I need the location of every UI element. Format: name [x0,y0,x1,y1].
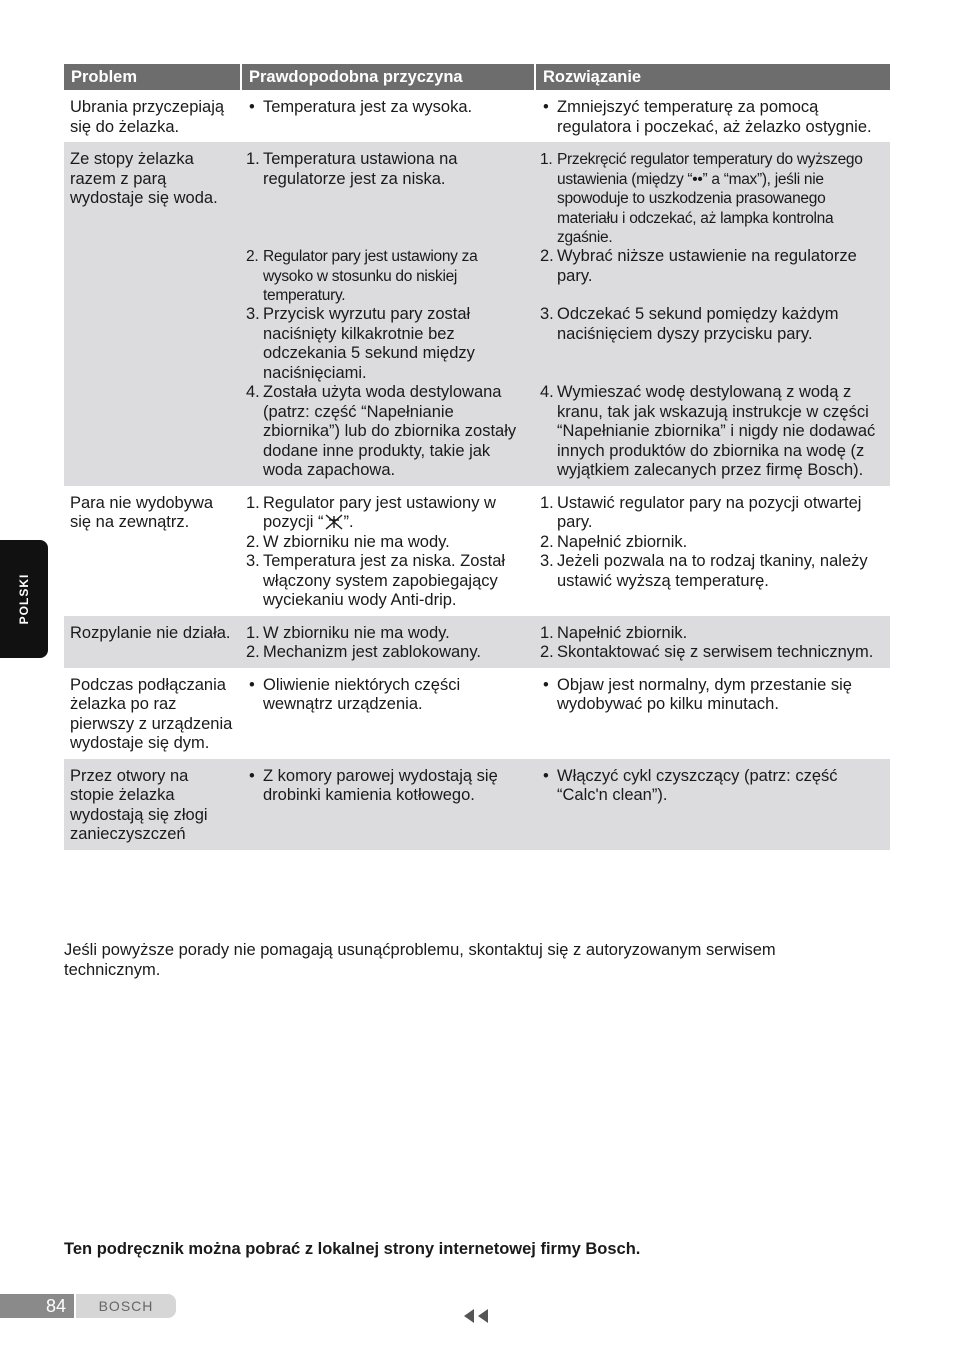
solution-item [540,624,886,644]
solution-item [540,247,886,305]
cause-item [246,383,530,481]
table-row [64,142,890,486]
item-number: 2. [540,247,554,265]
problem-cell: Rozpylanie nie działa. [64,616,240,668]
back-arrows-icon [462,1308,490,1324]
item-text: Wymieszać wodę destylowaną z wodą z kranu, tak jak wskazują instrukcje w części “Napełnianie zbiornika” i nigdy nie dodawać innych produktów do zbiornika na wodę (z wyjątkiem zalecanych przez firmę Bosch). [557,383,876,479]
item-number: 2. [246,643,260,661]
cause-cell [240,486,534,616]
item-text: Temperatura jest za niska. Został włączony system zapobiegający wyciekaniu wody Anti-drip. [263,552,506,609]
solution-cell [534,142,890,486]
cause-item [246,247,530,305]
item-text: Mechanizm jest zablokowany. [263,643,481,661]
solution-cell [534,668,890,759]
cause-item: • Z komory parowej wydostają się drobinki kamienia kotłowego. [246,767,530,806]
item-text: Napełnić zbiornik. [557,623,688,642]
language-tab [0,540,48,658]
language-tab-label: POLSKI [17,573,31,625]
solution-item [540,533,886,553]
item-text: ”. [343,513,354,531]
solution-item: • Włączyć cykl czyszczący (patrz: część “Calc'n clean”). [540,767,886,806]
problem-cell: Przez otwory na stopie żelazka wydostają się złogi zanieczyszczeń [64,759,240,850]
item-number: 2. [540,532,554,551]
cause-item [246,533,530,553]
solution-item [540,305,886,383]
cause-cell [240,668,534,759]
problem-cell: Ze stopy żelazka razem z parą wydostaje się woda. [64,142,240,486]
cause-item [246,552,530,611]
item-number: 1. [540,623,554,642]
solution-item [540,643,886,663]
item-number: 3. [246,552,260,570]
solution-item [540,383,886,481]
item-number: 1. [246,493,260,512]
cause-cell [240,90,534,142]
solution-cell [534,616,890,668]
item-text: Wybrać niższe ustawienie na regulatorze pary. [557,247,857,285]
table-row [64,616,890,668]
steam-off-icon [324,513,344,531]
cause-item [246,305,530,383]
table-row [64,759,890,850]
troubleshooting-table [64,64,890,850]
item-number: 3. [246,305,260,323]
item-number: 4. [246,383,260,401]
solution-item: • Objaw jest normalny, dym przestanie się wydobywać po kilku minutach. [540,676,886,715]
solution-cell [534,90,890,142]
item-number: 1. [540,493,554,512]
table-row [64,486,890,616]
cause-item [246,624,530,644]
item-text: Ustawić regulator pary na pozycji otwartej pary. [557,493,862,531]
item-number: 4. [540,383,554,401]
item-text: Odczekać 5 sekund pomiędzy każdym naciśnięciem dyszy przycisku pary. [557,305,839,343]
item-text: Skontaktować się z serwisem technicznym. [557,643,874,661]
solution-item [540,552,886,591]
item-text: W zbiorniku nie ma wody. [263,532,450,551]
header-cause: Prawdopodobna przyczyna [240,64,534,90]
solution-cell [534,759,890,850]
page-number: 84 [0,1294,74,1318]
table-row [64,90,890,142]
item-text: Regulator pary jest ustawiony w pozycji “ [263,493,496,531]
table-header-row [64,64,890,90]
item-number: 3. [540,552,554,570]
item-text: Została użyta woda destylowana (patrz: część “Napełnianie zbiornika”) lub do zbiornika zostały dodane inne produkty, takie jak woda zapachowa. [263,383,517,479]
header-solution: Rozwiązanie [534,64,890,90]
download-note: Ten podręcznik można pobrać z lokalnej strony internetowej firmy Bosch. [64,1240,641,1258]
brand-label: BOSCH [76,1294,176,1318]
solution-cell [534,486,890,616]
problem-cell: Podczas podłączania żelazka po raz pierwszy z urządzenia wydostaje się dym. [70,675,233,752]
service-note: Jeśli powyższe porady nie pomagają usunąćproblemu, skontaktuj się z autoryzowanym serwisem technicznym. [64,941,776,979]
solution-item: • Zmniejszyć temperaturę za pomocą regulatora i poczekać, aż żelazko ostygnie. [540,98,886,137]
cause-item: • Temperatura jest za wysoka. [246,98,530,118]
item-text: Regulator pary jest ustawiony za wysoko w stosunku do niskiej temperatury. [263,248,478,304]
item-text: Temperatura ustawiona na regulatorze jest za niska. [263,150,458,188]
solution-item [540,494,886,533]
item-number: 2. [246,532,260,551]
item-text: Napełnić zbiornik. [557,532,688,551]
item-number: 1. [540,151,553,168]
solution-item [540,150,886,247]
cause-item [246,150,530,247]
item-number: 2. [246,248,259,265]
item-number: 1. [246,150,260,168]
item-text: Jeżeli pozwala na to rodzaj tkaniny, należy ustawić wyższą temperaturę. [557,552,868,590]
item-text: Przycisk wyrzutu pary został naciśnięty kilkakrotnie bez odczekania 5 sekund między naciśnięciami. [263,305,475,382]
cause-cell [240,142,534,486]
table-row [64,668,890,759]
header-problem: Problem [64,64,240,90]
item-text: W zbiorniku nie ma wody. [263,623,450,642]
cause-item [246,643,530,663]
cause-cell [240,616,534,668]
item-text: Przekręcić regulator temperatury do wyższego ustawienia (między “••” a “max”), jeśli nie spowoduje to uszkodzenia prasowanego materiału i odczekać, aż lampka kontrolna zgaśnie. [557,151,863,246]
item-number: 3. [540,305,554,323]
item-number: 2. [540,643,554,661]
cause-item: • Oliwienie niektórych części wewnątrz urządzenia. [246,676,530,715]
item-number: 1. [246,623,260,642]
cause-item [246,494,530,533]
problem-cell: Ubrania przyczepiają się do żelazka. [70,98,225,136]
cause-cell [240,759,534,850]
problem-cell: Para nie wydobywa się na zewnątrz. [70,493,214,531]
